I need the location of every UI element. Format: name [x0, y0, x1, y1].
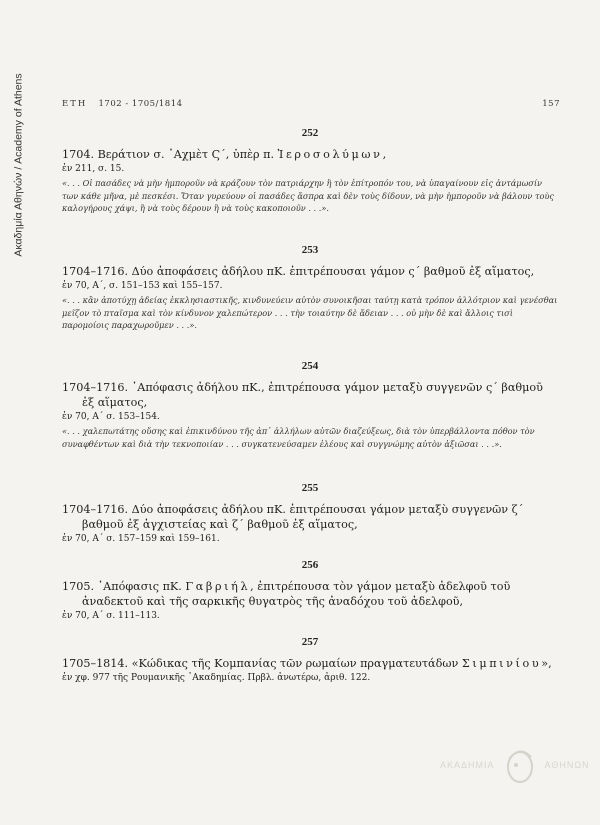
entry-quote: «. . . χαλεπωτάτης οὔσης καὶ ἐπικινδύνου τῆς ἀπ᾽ ἀλλήλων αὐτῶν διαζεύξεως, διὰ τὸν ὑπερβάλλοντα πόθον τὸν συναφθέντων καὶ διὰ τὴν τεκνοποιίαν . . . συγκατενεύσαμεν ἐλέους καὶ συγγνώμης αὐτὸν ἀξιῶσαι . . .». [62, 426, 535, 449]
entry-257 [62, 636, 558, 684]
running-head [62, 99, 560, 109]
heading-suffix: , ἐπιτρέπουσα τὸν γάμον μεταξὺ ἀδελφοῦ τοῦ ἀναδεκτοῦ καὶ τῆς σαρκικῆς θυγατρὸς τῆς ἀναδόχου τοῦ ἀδελφοῦ, [82, 580, 511, 608]
entry-254 [62, 360, 558, 450]
entry-reference: ἐν 70, Α΄ σ. 153–154. [62, 412, 160, 422]
heading-spaced: Ἱεροσολύμων [277, 148, 383, 161]
academy-watermark [440, 740, 590, 790]
heading-suffix: , [382, 148, 387, 161]
entry-quote: «. . . Οἱ πασάδες νὰ μὴν ἠμποροῦν νὰ κράζουν τὸν πατριάρχην ἢ τὸν ἐπίτροπόν του, νὰ ὑπαγαίνουν εἰς ἀντάμωσίν των κάθε μῆνα, μὲ πεσκέσι. Ὅταν γυρεύουν οἱ πασάδες ἄσπρα καὶ δὲν τοὺς δίδουν, νὰ μὴν ἠμποροῦν νὰ βάλουν τοὺς καλογήρους χάψι, ἢ νὰ τοὺς δέρουν ἢ νὰ τοὺς κακοποιοῦν . . .». [62, 178, 555, 213]
heading-prefix: 1704. Βεράτιον σ. ᾽Αχμὲτ Ϛ΄, ὑπὲρ π. [62, 148, 278, 161]
heading-prefix: 1705–1814. «Κώδικας τῆς Κομπανίας τῶν ρωμαίων πραγματευτάδων [62, 657, 462, 670]
entry-256 [62, 559, 558, 622]
heading-prefix: 1705. ᾽Απόφασις πΚ. [62, 580, 186, 593]
entry-reference: ἐν 70, Α΄ σ. 111–113. [62, 611, 160, 621]
page-number: 157 [542, 99, 560, 109]
watermark-line1: ΑΚΑΔΗΜΙΑ [440, 760, 495, 770]
entry-reference: ἐν χφ. 977 τῆς Ρουμανικῆς ᾽Ακαδημίας. Πρβλ. ἀνωτέρω, ἀριθ. 122. [62, 673, 371, 683]
heading-spaced: Γαβριήλ [185, 580, 251, 593]
entry-reference: ἐν 70, Α΄, σ. 151–153 καὶ 155–157. [62, 281, 223, 291]
entry-number: 254 [301, 360, 319, 372]
side-label [8, 40, 30, 290]
entry-heading [62, 147, 558, 162]
running-head-range: 1702 - 1705/1814 [98, 99, 183, 109]
entry-reference: ἐν 70, Α΄ σ. 157–159 καὶ 159–161. [62, 534, 220, 544]
running-head-label: ΕΤΗ [62, 99, 88, 109]
entry-heading: 1704–1716. Δύο ἀποφάσεις ἀδήλου πΚ. ἐπιτρέπουσαι γάμον μεταξὺ συγγενῶν ζ΄ βαθμοῦ ἐξ ἀγχιστείας καὶ ζ΄ βαθμοῦ ἐξ αἵματος, [62, 503, 524, 531]
running-head-left [62, 99, 183, 109]
athena-head-icon [503, 743, 537, 787]
entry-reference: ἐν 211, σ. 15. [62, 164, 125, 174]
entry-quote: «. . . κἂν ἀποτύχῃ ἀδείας ἐκκλησιαστικῆς, κινδυνεύειν αὐτὸν συνοικῆσαι ταύτῃ κατὰ τρόπον ἀλλότριον καὶ γενέσθαι μεῖζον τὸ πταῖσμα καὶ τὸν κίνδυνον χαλεπώτερον . . . τὴν τοιαύτην δὲ ἄδειαν . . . οὐ μὴν δὲ καὶ ἄλλοις τισὶ παρομοίοις παραχωροῦμεν . . .». [62, 295, 558, 330]
entry-253 [62, 244, 558, 332]
entry-heading [62, 656, 558, 671]
heading-spaced: Σιμπινίου [461, 657, 542, 670]
entry-255 [62, 482, 558, 545]
entry-number: 255 [301, 482, 319, 494]
entry-heading: 1704–1716. Δύο ἀποφάσεις ἀδήλου πΚ. ἐπιτρέπουσαι γάμον ς΄ βαθμοῦ ἐξ αἵματος, [62, 265, 535, 278]
entry-number: 257 [301, 636, 319, 648]
heading-suffix: », [541, 657, 552, 670]
entry-252 [62, 127, 558, 215]
entry-number: 253 [301, 244, 319, 256]
entry-heading: 1704–1716. ᾽Απόφασις ἀδήλου πΚ., ἐπιτρέπουσα γάμον μεταξὺ συγγενῶν ς΄ βαθμοῦ ἐξ αἵματος, [62, 381, 543, 409]
entry-number: 256 [301, 559, 319, 571]
entry-heading [62, 579, 558, 609]
entry-number: 252 [301, 127, 319, 139]
side-label-text: Ακαδημία Αθηνών / Academy of Athens [13, 73, 25, 257]
watermark-line2: ΑΘΗΝΩΝ [544, 760, 590, 770]
